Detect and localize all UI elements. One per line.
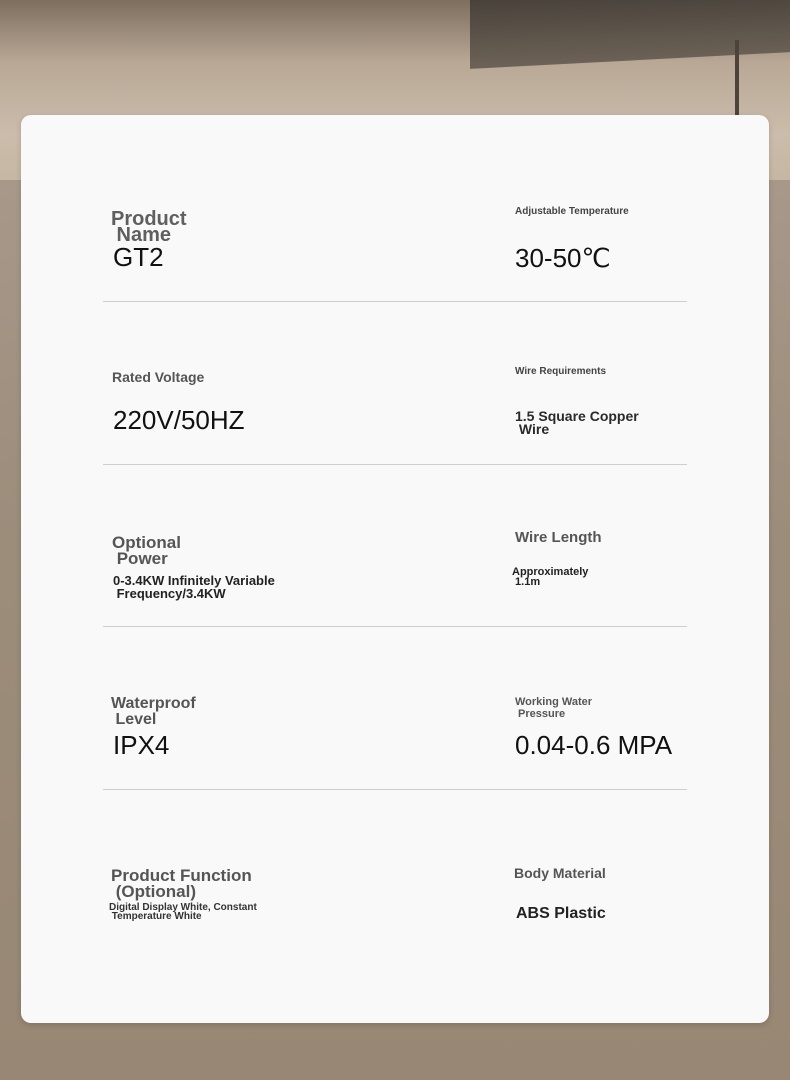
spec-label-body-material: Body Material: [514, 865, 606, 881]
spec-label-waterproof-level: Waterproof Level: [111, 695, 196, 728]
background-shelf: [470, 0, 790, 69]
spec-value-adjustable-temperature: 30-50℃: [515, 243, 611, 273]
spec-value-optional-power: 0-3.4KW Infinitely Variable Frequency/3.4KW: [113, 573, 275, 601]
spec-label-wire-length: Wire Length: [515, 529, 602, 546]
spec-card: [21, 115, 769, 1023]
row-divider: [103, 789, 687, 790]
row-divider: [103, 301, 687, 302]
spec-label-optional-power: Optional Power: [112, 533, 181, 568]
spec-value-body-material: ABS Plastic: [516, 905, 606, 922]
spec-value-product-name: GT2: [113, 242, 164, 272]
spec-label-adjustable-temperature: Adjustable Temperature: [515, 206, 629, 217]
spec-label-product-name: Product Name: [111, 208, 187, 246]
row-divider: [103, 464, 687, 465]
spec-value-wire-length: Approximately 1.1m: [512, 566, 589, 588]
spec-label-working-water-pressure: Working Water Pressure: [515, 696, 593, 720]
spec-label-rated-voltage: Rated Voltage: [112, 369, 205, 385]
spec-label-wire-requirements: Wire Requirements: [515, 366, 607, 377]
spec-value-waterproof-level: IPX4: [113, 730, 170, 760]
spec-value-rated-voltage: 220V/50HZ: [113, 405, 245, 435]
spec-value-wire-requirements: 1.5 Square Copper Wire: [515, 408, 639, 437]
spec-value-product-function: Digital Display White, Constant Temperature White: [109, 902, 257, 922]
row-divider: [103, 626, 687, 627]
spec-label-product-function: Product Function (Optional): [111, 866, 252, 901]
spec-value-working-water-pressure: 0.04-0.6 MPA: [515, 730, 673, 760]
